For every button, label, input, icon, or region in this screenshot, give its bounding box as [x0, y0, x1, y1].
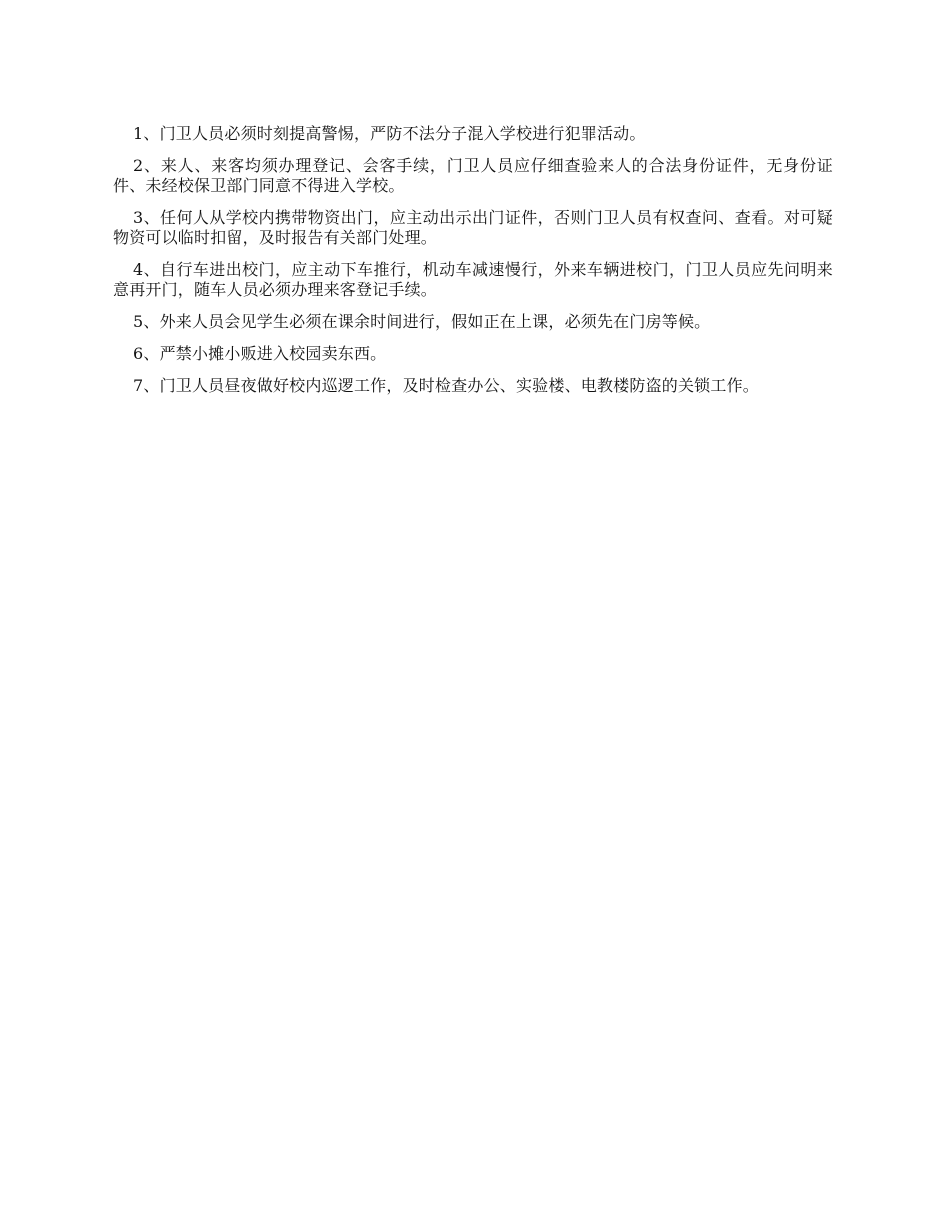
rule-paragraph-1: 1、门卫人员必须时刻提高警惕，严防不法分子混入学校进行犯罪活动。 — [133, 124, 646, 143]
rule-paragraph-6: 6、严禁小摊小贩进入校园卖东西。 — [133, 344, 387, 363]
document-body — [113, 124, 833, 408]
rule-paragraph-7: 7、门卫人员昼夜做好校内巡逻工作，及时检查办公、实验楼、电教楼防盗的关锁工作。 — [133, 376, 759, 395]
rule-paragraph-5: 5、外来人员会见学生必须在课余时间进行，假如正在上课，必须先在门房等候。 — [133, 312, 711, 331]
rule-paragraph-2: 2、来人、来客均须办理登记、会客手续，门卫人员应仔细查验来人的合法身份证件，无身份证件、未经校保卫部门同意不得进入学校。 — [113, 156, 833, 195]
rule-paragraph-4: 4、自行车进出校门，应主动下车推行，机动车减速慢行，外来车辆进校门，门卫人员应先问明来意再开门，随车人员必须办理来客登记手续。 — [113, 260, 833, 299]
rule-paragraph-3: 3、任何人从学校内携带物资出门，应主动出示出门证件，否则门卫人员有权查问、查看。对可疑物资可以临时扣留，及时报告有关部门处理。 — [113, 208, 833, 247]
